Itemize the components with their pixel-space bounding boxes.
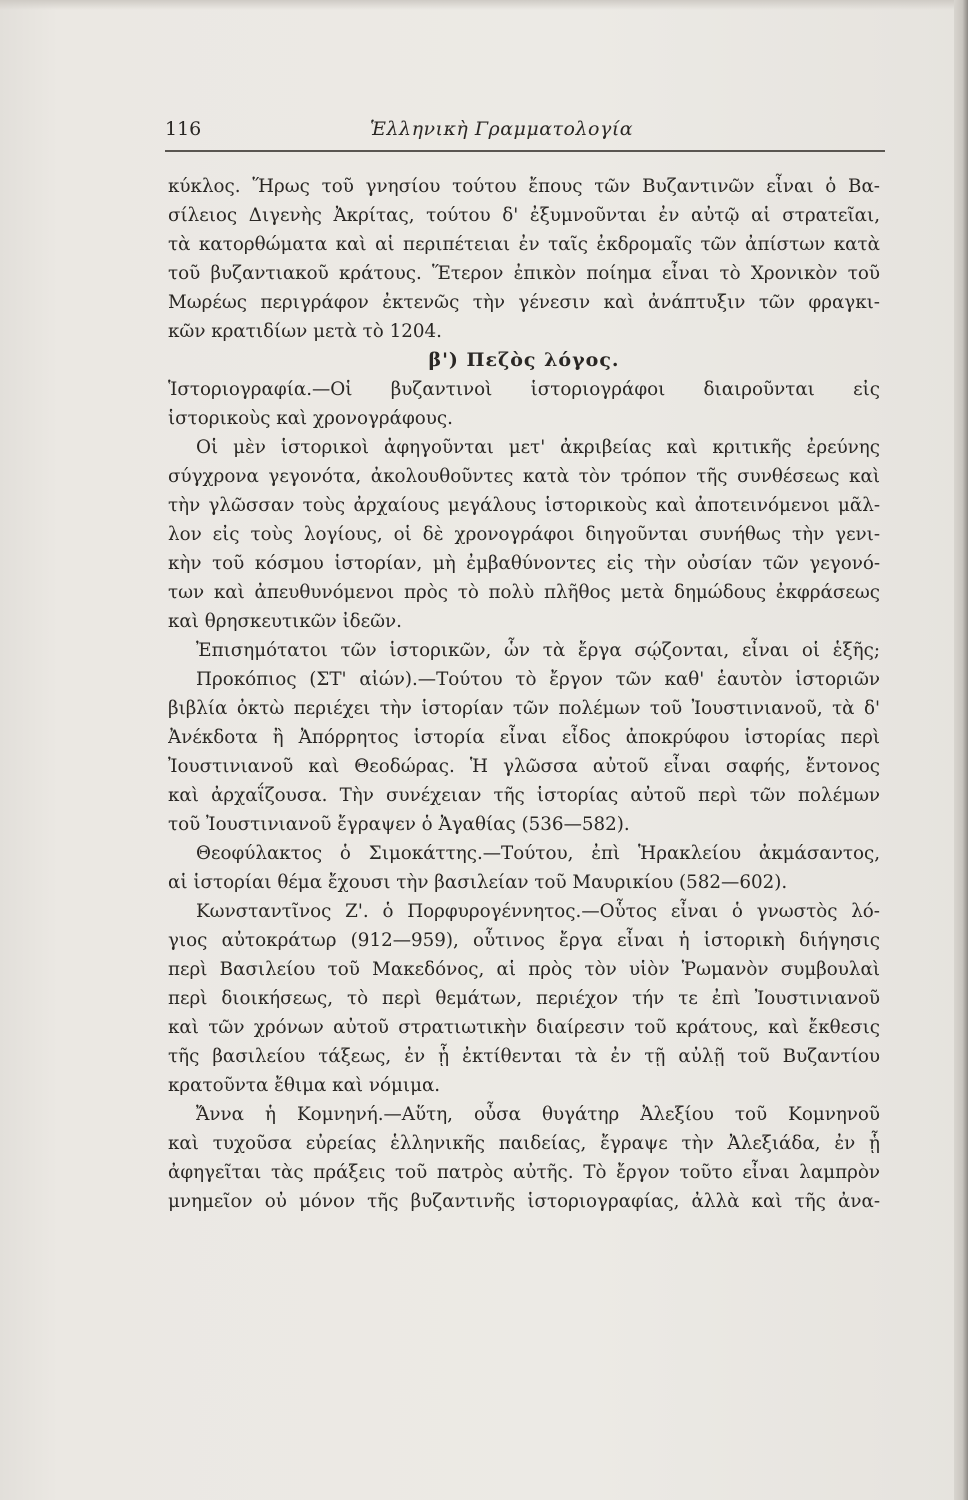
text-line: καὶ ἀρχαΐζουσα. Τὴν συνέχειαν τῆς ἱστορίας αὐτοῦ περὶ τῶν πολέμων — [168, 785, 880, 806]
text-line: Ἄννα ἡ Κομνηνή.—Αὕτη, οὖσα θυγάτηρ Ἀλεξίου τοῦ Κομνηνοῦ — [196, 1104, 880, 1125]
text-line: τὴν γλῶσσαν τοὺς ἀρχαίους μεγάλους ἱστορικοὺς καὶ ἀποτεινόμενοι μᾶλ- — [168, 495, 880, 516]
text-line: περὶ διοικήσεως, τὸ περὶ θεμάτων, περιέχον τήν τε ἐπὶ Ἰουστινιανοῦ — [168, 988, 880, 1009]
text-line: τοῦ βυζαντιακοῦ κράτους. Ἕτερον ἐπικὸν ποίημα εἶναι τὸ Χρονικὸν τοῦ — [168, 263, 880, 284]
section-heading: β') Πεζὸς λόγος. — [428, 349, 620, 371]
text-line: Ἰουστινιανοῦ καὶ Θεοδώρας. Ἡ γλῶσσα αὐτοῦ εἶναι σαφής, ἔντονος — [168, 756, 880, 777]
text-line: Θεοφύλακτος ὁ Σιμοκάττης.—Τούτου, ἐπὶ Ἡρακλείου ἀκμάσαντος, — [196, 843, 880, 864]
page-right-edge — [954, 0, 968, 1500]
text-line: περὶ Βασιλείου τοῦ Μακεδόνος, αἱ πρὸς τὸν υἱὸν Ῥωμανὸν συμβουλαὶ — [168, 959, 880, 980]
text-line: Ἐπισημότατοι τῶν ἱστορικῶν, ὧν τὰ ἔργα σῴζονται, εἶναι οἱ ἑξῆς; — [196, 640, 880, 661]
page-number: 116 — [165, 118, 202, 140]
page-header — [165, 112, 885, 152]
header-rule — [165, 150, 885, 152]
text-line: κρατοῦντα ἔθιμα καὶ νόμιμα. — [168, 1075, 441, 1096]
text-line: Κωνσταντῖνος Ζ'. ὁ Πορφυρογέννητος.—Οὗτος εἶναι ὁ γνωστὸς λό- — [196, 901, 880, 922]
text-line: σύγχρονα γεγονότα, ἀκολουθοῦντες κατὰ τὸν τρόπον τῆς συνθέσεως καὶ — [168, 466, 880, 487]
text-line: Προκόπιος (ΣΤ' αἰών).—Τούτου τὸ ἔργον τῶν καθ' ἑαυτὸν ἱστοριῶν — [196, 669, 880, 690]
text-line: ἱστορικοὺς καὶ χρονογράφους. — [168, 408, 453, 429]
text-line: κὴν τοῦ κόσμου ἱστορίαν, μὴ ἐμβαθύνοντες εἰς τὴν οὐσίαν τῶν γεγονό- — [168, 553, 880, 574]
text-line: τοῦ Ἰουστινιανοῦ ἔγραψεν ὁ Ἀγαθίας (536—582). — [168, 814, 630, 835]
text-line: Οἱ μὲν ἱστορικοὶ ἀφηγοῦνται μετ' ἀκριβείας καὶ κριτικῆς ἐρεύνης — [196, 437, 880, 458]
text-line: βιβλία ὀκτὼ περιέχει τὴν ἱστορίαν τῶν πολέμων τοῦ Ἰουστινιανοῦ, τὰ δ' — [168, 698, 880, 719]
text-line: τὰ κατορθώματα καὶ αἱ περιπέτειαι ἐν ταῖς ἐκδρομαῖς τῶν ἀπίστων κατὰ — [168, 234, 880, 255]
text-line: ἀφηγεῖται τὰς πράξεις τοῦ πατρὸς αὐτῆς. Τὸ ἔργον τοῦτο εἶναι λαμπρὸν — [168, 1162, 880, 1183]
body-text — [168, 172, 880, 1216]
text-line: τῆς βασιλείου τάξεως, ἐν ᾗ ἐκτίθενται τὰ ἐν τῇ αὐλῇ τοῦ Βυζαντίου — [168, 1046, 880, 1067]
page-top-shadow — [0, 0, 968, 10]
text-line: κύκλος. Ἥρως τοῦ γνησίου τούτου ἔπους τῶν Βυζαντινῶν εἶναι ὁ Βα- — [168, 176, 880, 197]
text-line: κῶν κρατιδίων μετὰ τὸ 1204. — [168, 321, 442, 342]
text-line: καὶ τῶν χρόνων αὐτοῦ στρατιωτικὴν διαίρεσιν τοῦ κράτους, καὶ ἔκθεσις — [168, 1017, 880, 1038]
text-line: σίλειος Διγενὴς Ἀκρίτας, τούτου δ' ἐξυμνοῦνται ἐν αὐτῷ αἱ στρατεῖαι, — [168, 205, 880, 226]
text-line: των καὶ ἀπευθυνόμενοι πρὸς τὸ πολὺ πλῆθος μετὰ δημώδους ἐκφράσεως — [168, 582, 880, 603]
text-line: λον εἰς τοὺς λογίους, οἱ δὲ χρονογράφοι διηγοῦνται συνήθως τὴν γενι- — [168, 524, 880, 545]
text-line: καὶ τυχοῦσα εὐρείας ἑλληνικῆς παιδείας, ἔγραψε τὴν Ἀλεξιάδα, ἐν ᾗ — [168, 1133, 880, 1154]
text-line: γιος αὐτοκράτωρ (912—959), οὗτινος ἔργα εἶναι ἡ ἱστορικὴ διήγησις — [168, 930, 880, 951]
text-line: αἱ ἱστορίαι θέμα ἔχουσι τὴν βασιλείαν τοῦ Μαυρικίου (582—602). — [168, 872, 788, 893]
text-line: μνημεῖον οὐ μόνον τῆς βυζαντινῆς ἱστοριογραφίας, ἀλλὰ καὶ τῆς ἀνα- — [168, 1191, 880, 1212]
text-line: καὶ θρησκευτικῶν ἰδεῶν. — [168, 611, 402, 632]
running-title: Ἑλληνικὴ Γραμματολογία — [370, 118, 634, 140]
text-line: Μωρέως περιγράφον ἐκτενῶς τὴν γένεσιν καὶ ἀνάπτυξιν τῶν φραγκι- — [168, 292, 880, 313]
text-line: Ἱστοριογραφία.—Οἱ βυζαντινοὶ ἱστοριογράφοι διαιροῦνται εἰς — [168, 379, 880, 400]
text-line: Ἀνέκδοτα ἢ Ἀπόρρητος ἱστορία εἶναι εἶδος ἀποκρύφου ἱστορίας περὶ — [168, 727, 880, 748]
